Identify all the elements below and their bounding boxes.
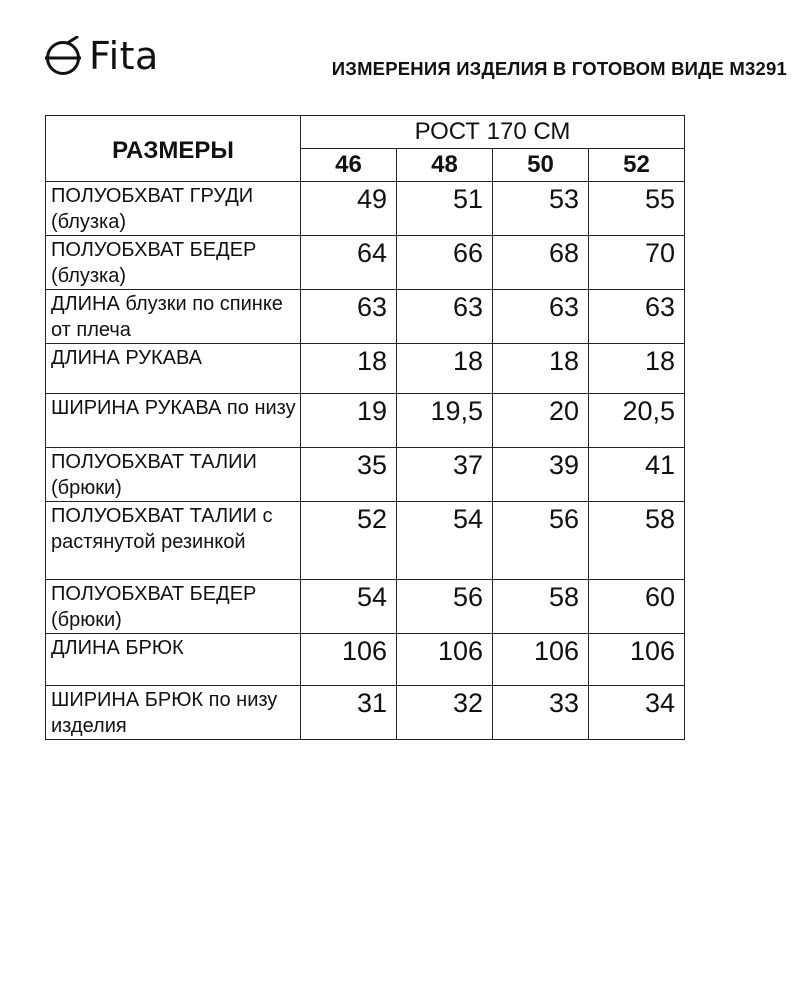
measurement-value: 19	[301, 394, 397, 448]
measurement-value: 58	[589, 502, 685, 580]
measurement-value: 39	[493, 448, 589, 502]
measurement-value: 18	[397, 344, 493, 394]
size-header: 50	[493, 149, 589, 182]
measurement-label: ДЛИНА РУКАВА	[46, 344, 301, 394]
measurement-value: 51	[397, 182, 493, 236]
document-title: ИЗМЕРЕНИЯ ИЗДЕЛИЯ В ГОТОВОМ ВИДЕ M3291	[331, 58, 787, 79]
measurement-value: 63	[301, 290, 397, 344]
table-row	[46, 236, 685, 290]
measurement-value: 54	[397, 502, 493, 580]
table-row	[46, 344, 685, 394]
measurement-value: 63	[493, 290, 589, 344]
measurement-value: 66	[397, 236, 493, 290]
fita-logo-icon	[43, 36, 83, 76]
measurement-label: ПОЛУОБХВАТ ТАЛИИ с растянутой резинкой	[46, 502, 301, 580]
measurements-table	[45, 115, 685, 740]
measurement-value: 18	[589, 344, 685, 394]
measurement-label: ПОЛУОБХВАТ БЕДЕР (брюки)	[46, 580, 301, 634]
measurement-label: ДЛИНА БРЮК	[46, 634, 301, 686]
table-row	[46, 448, 685, 502]
measurement-value: 20	[493, 394, 589, 448]
brand-name: Fita	[89, 34, 159, 78]
measurement-value: 64	[301, 236, 397, 290]
measurement-value: 63	[397, 290, 493, 344]
measurement-value: 68	[493, 236, 589, 290]
measurement-value: 106	[397, 634, 493, 686]
table-row	[46, 394, 685, 448]
table-row	[46, 634, 685, 686]
measurement-value: 35	[301, 448, 397, 502]
measurement-value: 18	[301, 344, 397, 394]
measurement-value: 106	[301, 634, 397, 686]
measurement-value: 56	[493, 502, 589, 580]
measurement-value: 106	[589, 634, 685, 686]
measurement-value: 20,5	[589, 394, 685, 448]
measurement-value: 19,5	[397, 394, 493, 448]
table-row	[46, 290, 685, 344]
measurement-value: 34	[589, 686, 685, 740]
measurement-value: 37	[397, 448, 493, 502]
measurement-value: 33	[493, 686, 589, 740]
size-header: 48	[397, 149, 493, 182]
measurement-label: ДЛИНА блузки по спинке от плеча	[46, 290, 301, 344]
measurement-label: ПОЛУОБХВАТ ТАЛИИ (брюки)	[46, 448, 301, 502]
measurement-value: 63	[589, 290, 685, 344]
measurement-value: 53	[493, 182, 589, 236]
brand-logo	[43, 36, 159, 76]
measurement-value: 18	[493, 344, 589, 394]
measurement-value: 32	[397, 686, 493, 740]
table-row	[46, 182, 685, 236]
size-header: 46	[301, 149, 397, 182]
measurement-label: ШИРИНА БРЮК по низу изделия	[46, 686, 301, 740]
header-row-height	[46, 116, 685, 149]
sizes-header: РАЗМЕРЫ	[46, 116, 301, 182]
measurement-value: 54	[301, 580, 397, 634]
measurement-value: 70	[589, 236, 685, 290]
measurement-label: ПОЛУОБХВАТ ГРУДИ (блузка)	[46, 182, 301, 236]
table-row	[46, 580, 685, 634]
measurement-value: 56	[397, 580, 493, 634]
table-row	[46, 502, 685, 580]
measurement-value: 31	[301, 686, 397, 740]
measurement-value: 52	[301, 502, 397, 580]
measurement-label: ПОЛУОБХВАТ БЕДЕР (блузка)	[46, 236, 301, 290]
measurement-value: 58	[493, 580, 589, 634]
measurement-label: ШИРИНА РУКАВА по низу	[46, 394, 301, 448]
measurement-value: 60	[589, 580, 685, 634]
measurement-value: 55	[589, 182, 685, 236]
size-header: 52	[589, 149, 685, 182]
measurement-value: 41	[589, 448, 685, 502]
measurement-value: 49	[301, 182, 397, 236]
table-row	[46, 686, 685, 740]
height-header: РОСТ 170 СМ	[301, 116, 685, 149]
measurement-value: 106	[493, 634, 589, 686]
